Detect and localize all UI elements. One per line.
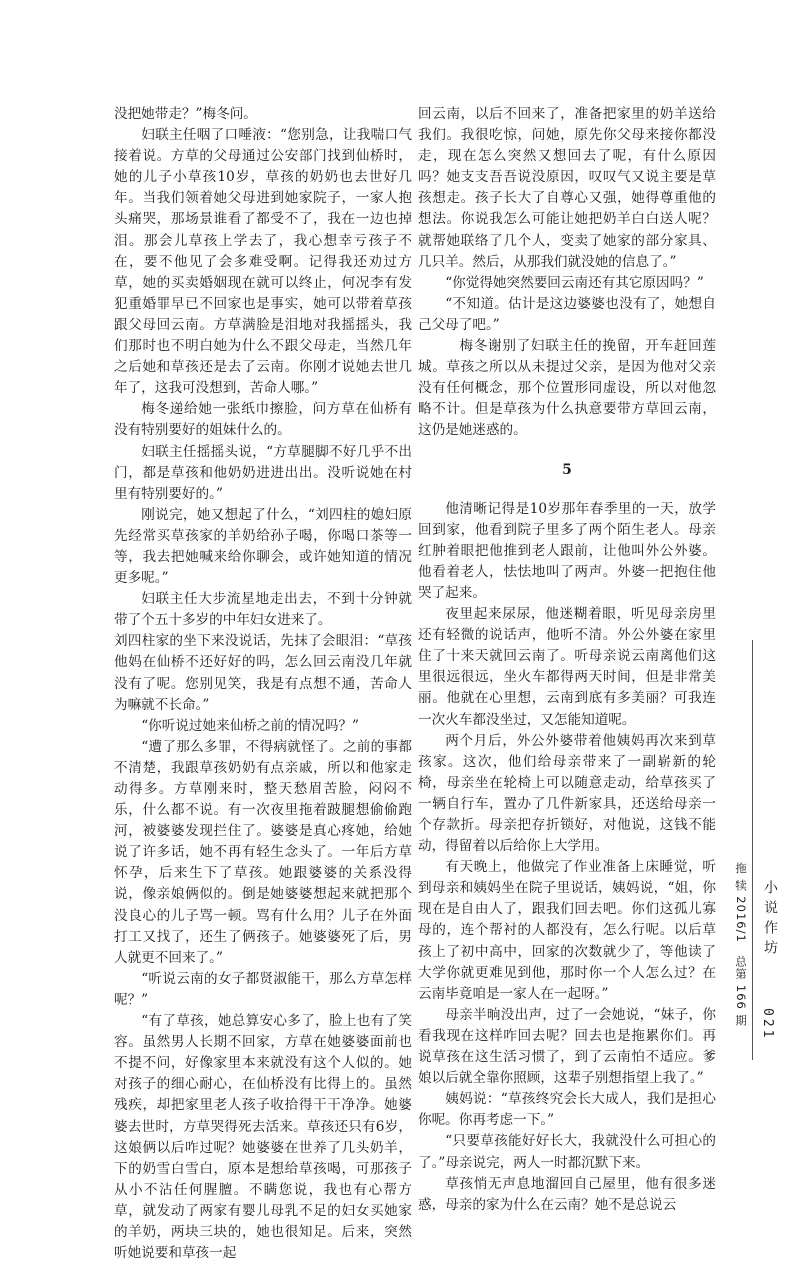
section-number: 5 — [562, 461, 572, 478]
issue-info: 拖 犊 2016/1 总第 166 期 — [734, 862, 748, 1028]
paragraph: 夜里起来尿尿，他迷糊着眼，听见母亲房里还有轻微的说话声，他听不清。外公外婆在家里住了十来天就回云南了。听母亲说云南离他们这里很远很远，坐火车都得两天时间，但是非常美丽。他就在心里想，云南到底有多美丽？可我连一次火车都没坐过，又怎能知道呢。 — [418, 606, 716, 728]
paragraph: 有天晚上，他做完了作业准备上床睡觉，听到母亲和姨妈坐在院子里说话，姨妈说，“姐，你现在是自由人了，跟我们回去吧。你们这孤儿寡母的，连个帮衬的人都没有，怎么行呢。以后草孩上了初中高中，回家的次数就少了，等他读了大学你就更难见到他，那时你一个人怎么过？在云南毕竟咱是一家人在一起呀。” — [418, 859, 716, 1002]
right-column — [418, 104, 716, 1213]
paragraph: 刚说完，她又想起了什么，“刘四柱的媳妇原先经常买草孩家的羊奶给孙子喝，你喝口茶等一等，我去把她喊来给你聊会，或许她知道的情况更多呢。” — [114, 506, 412, 587]
paragraph: 妇联主任大步流星地走出去，不到十分钟就带了个五十多岁的中年妇女进来了。 — [114, 591, 412, 629]
sidebar-divider — [752, 640, 753, 1060]
paragraph: “你觉得她突然要回云南还有其它原因吗？” — [445, 274, 704, 291]
paragraph: “听说云南的女子都贤淑能干，那么方草怎样呢？” — [114, 970, 412, 1008]
left-column — [114, 104, 412, 1262]
paragraph: 妇联主任咽了口唾液：“您别急，让我喘口气接着说。方草的父母通过公安部门找到仙桥时，她的儿子小草孩10岁，草孩的奶奶也去世好几年。当我们领着她父母进到她家院子，一家人抱头痛哭，那场景谁看了都受不了，我在一边也掉泪。那会儿草孩上学去了，我心想幸亏孩子不在，要不他见了会多难受啊。记得我还劝过方草，她的买卖婚姻现在就可以终止，何况李有发犯重婚罪早已不回家也是事实，她可以带着草孩跟父母回云南。方草满脸是泪地对我摇摇头，我们那时也不明白她为什么不跟父母走，当然几年之后她和草孩还是去了云南。你刚才说她去世几年了，这我可没想到，苦命人哪。” — [114, 127, 412, 397]
paragraph: 妇联主任摇摇头说，“方草腿脚不好几乎不出门，都是草孩和他奶奶进进出出。没听说她在村里有特别要好的。” — [114, 443, 412, 502]
paragraph: “只要草孩能好好长大，我就没什么可担心的了。”母亲说完，两人一时都沉默下来。 — [418, 1133, 716, 1171]
paragraph: 草孩悄无声息地溜回自己屋里，他有很多迷惑，母亲的家为什么在云南？她不是总说云 — [418, 1175, 716, 1213]
paragraph: 没把她带走？”梅冬问。 — [114, 106, 257, 122]
right-column-bottom — [418, 499, 716, 1216]
paragraph: 刘四柱家的坐下来没说话，先抹了会眼泪：“草孩他妈在仙桥不还好好的吗，怎么回云南没几年就没有了呢。您别见笑，我是有点想不通，苦命人为嘛就不长命。” — [114, 633, 412, 713]
column-title: 小说作坊 — [762, 880, 778, 960]
page-number: 021 — [760, 1008, 775, 1041]
paragraph: 回云南，以后不回来了，准备把家里的奶羊送给我们。我很吃惊，问她，原先你父母来接你都没走，现在怎么突然又想回去了呢，有什么原因吗？她支支吾吾说没原因，叹叹气又说主要是草孩想走。孩子长大了自尊心又强，她得尊重他的想法。你说我怎么可能让她把奶羊白白送人呢？就帮她联络了几个人，变卖了她家的部分家具、几只羊。然后，从那我们就没她的信息了。” — [418, 106, 716, 270]
paragraph: 梅冬递给她一张纸巾擦脸，问方草在仙桥有没有特别要好的姐妹什么的。 — [114, 401, 412, 439]
paragraph: 姨妈说：“草孩终究会长大成人，我们是担心你呢。你再考虑一下。” — [418, 1091, 716, 1129]
paragraph: 两个月后，外公外婆带着他姨妈再次来到草孩家。这次，他们给母亲带来了一副崭新的轮椅，母亲坐在轮椅上可以随意走动，给草孩买了一辆自行车，置办了几件新家具，还送给母亲一个存款折。母亲把存折锁好，对他说，这钱不能动，得留着以后给你上大学用。 — [418, 732, 716, 855]
paragraph: “遭了那么多罪，不得病就怪了。之前的事都不清楚，我跟草孩奶奶有点亲戚，所以和他家走动得多。方草刚来时，整天愁眉苦脸，闷闷不乐，什么都不说。有一次夜里拖着跛腿想偷偷跑河，被婆婆发现拦住了。婆婆是真心疼她，给她说了许多话，她不再有轻生念头了。一年后方草怀孕，后来生下了草孩。她跟婆婆的关系没得说，像亲娘俩似的。倒是她婆婆想起来就把那个没良心的儿子骂一顿。骂有什么用？儿子在外面打工又找了，还生了俩孩子。她婆婆死了后，男人就更不回来了。” — [114, 738, 412, 966]
paragraph: 母亲半晌没出声，过了一会她说，“妹子，你看我现在这样咋回去呢？回去也是拖累你们。再说草孩在这生活习惯了，到了云南怕不适应。爹娘以后就全靠你照顾，这辈子别想指望上我了。” — [418, 1006, 716, 1087]
paragraph: 他清晰记得是10岁那年春季里的一天，放学回到家，他看到院子里多了两个陌生老人。母亲红肿着眼把他推到老人跟前，让他叫外公外婆。他看着老人，怯怯地叫了两声。外婆一把抱住他哭了起来。 — [418, 500, 716, 601]
paragraph: “你听说过她来仙桥之前的情况吗？” — [141, 717, 359, 734]
paragraph: 梅冬谢别了妇联主任的挽留，开车赶回莲城。草孩之所以从未提过父亲，是因为他对父亲没有任何概念，那个位置形同虚设，所以对他忽略不计。但是草孩为什么执意要带方草回云南，这仍是她迷惑的。 — [418, 338, 716, 439]
right-column-top — [418, 104, 716, 442]
paragraph: “不知道。估计是这边婆婆也没有了，她想自己父母了吧。” — [418, 295, 716, 333]
paragraph: “有了草孩，她总算安心多了，脸上也有了笑容。虽然男人长期不回家，方草在她婆婆面前也不提不问，好像家里本来就没有这个人似的。她对孩子的细心耐心，在仙桥没有比得上的。虽然残疾，却把家里老人孩子收拾得干干净净。她婆婆去世时，方草哭得死去活来。草孩还只有6岁，这娘俩以后咋过呢？她婆婆在世养了几头奶羊，下的奶雪白雪白，原本是想给草孩喝，可那孩子从小不沾任何腥膻。不瞒您说，我也有心帮方草，就发动了两家有婴儿母乳不足的妇女买她家的羊奶，两块三块的，她也很知足。后来，突然听她说要和草孩一起 — [114, 1013, 412, 1262]
